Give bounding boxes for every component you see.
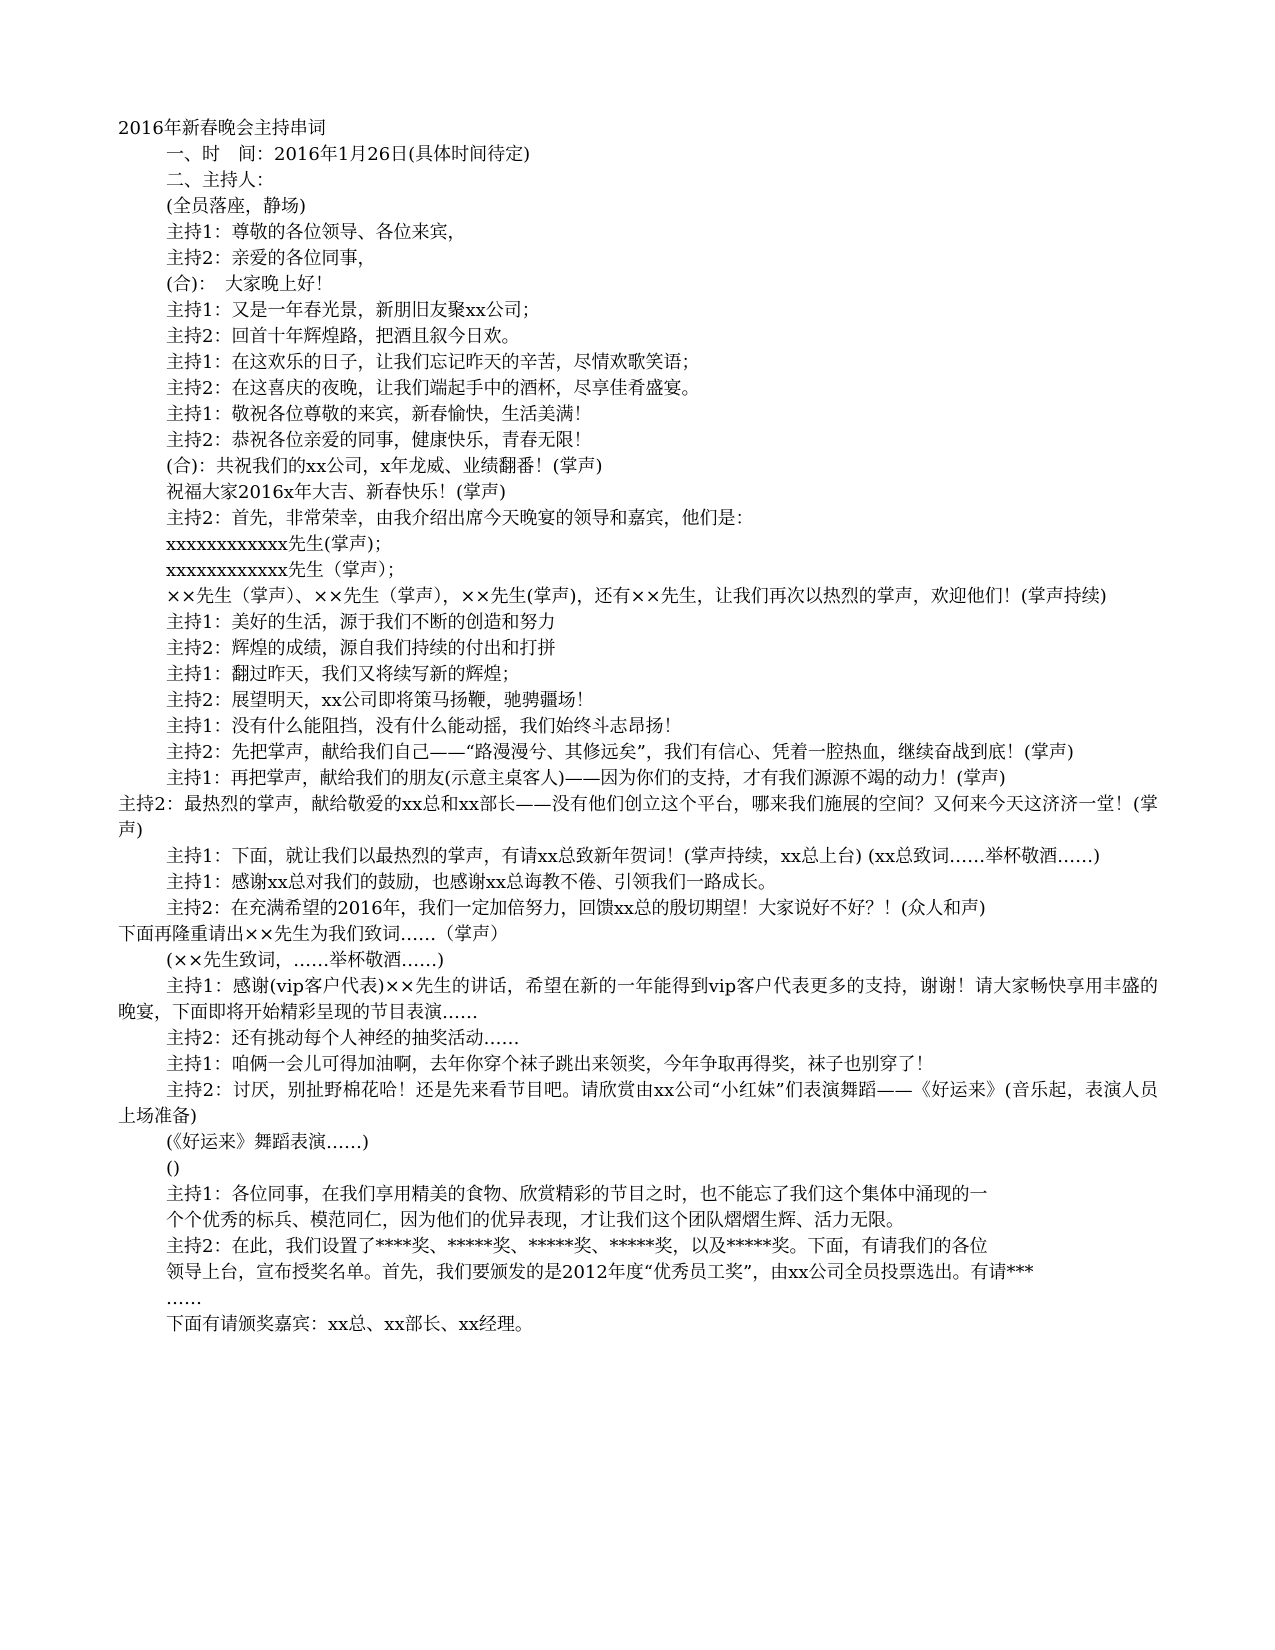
paragraph: (合)： 大家晚上好！	[166, 274, 334, 295]
paragraph: 下面再隆重请出××先生为我们致词……（掌声）	[118, 924, 509, 945]
paragraph: 主持1：尊敬的各位领导、各位来宾，	[166, 222, 466, 243]
paragraph: 主持2：讨厌，别扯野棉花哈！还是先来看节目吧。请欣赏由xx公司“小红妹”们表演舞蹈——《好运来》(音乐起，表演人员上场准备)	[118, 1080, 1158, 1127]
paragraph: xxxxxxxxxxxx先生(掌声)；	[166, 534, 392, 555]
paragraph: 一、时 间：2016年1月26日(具体时间待定)	[166, 144, 531, 165]
paragraph: 主持2：最热烈的掌声，献给敬爱的xx总和xx部长——没有他们创立这个平台，哪来我们施展的空间？又何来今天这济济一堂！(掌声)	[118, 794, 1158, 841]
paragraph: 主持2：首先，非常荣幸，由我介绍出席今天晚宴的领导和嘉宾，他们是：	[166, 508, 754, 529]
paragraph: 主持1：下面，就让我们以最热烈的掌声，有请xx总致新年贺词！(掌声持续，xx总上台) (xx总致词……举杯敬酒……)	[166, 846, 1101, 867]
paragraph: 二、主持人：	[166, 170, 274, 191]
paragraph: 主持1：没有什么能阻挡，没有什么能动摇，我们始终斗志昂扬！	[166, 716, 682, 737]
paragraph: 主持1：咱俩一会儿可得加油啊，去年你穿个袜子跳出来领奖，今年争取再得奖，袜子也别穿了！	[166, 1054, 934, 1075]
paragraph: 主持1：感谢(vip客户代表)××先生的讲话，希望在新的一年能得到vip客户代表更多的支持，谢谢！请大家畅快享用丰盛的晚宴，下面即将开始精彩呈现的节目表演……	[118, 976, 1158, 1023]
document-title: 2016年新春晚会主持串词	[118, 118, 326, 139]
paragraph: 主持2：在这喜庆的夜晚，让我们端起手中的酒杯，尽享佳肴盛宴。	[166, 378, 700, 399]
paragraph: 主持1：翻过昨天，我们又将续写新的辉煌；	[166, 664, 520, 685]
paragraph: 主持2：先把掌声，献给我们自己——“路漫漫兮、其修远矣”，我们有信心、凭着一腔热血，继续奋战到底！(掌声)	[166, 742, 1074, 763]
paragraph: 主持2：恭祝各位亲爱的同事，健康快乐，青春无限！	[166, 430, 592, 451]
paragraph: 主持1：又是一年春光景，新朋旧友聚xx公司；	[166, 300, 540, 321]
paragraph: 领导上台，宣布授奖名单。首先，我们要颁发的是2012年度“优秀员工奖”，由xx公司全员投票选出。有请***	[166, 1262, 1034, 1283]
document-body	[118, 116, 1158, 1338]
paragraph: 主持2：辉煌的成绩，源自我们持续的付出和打拼	[166, 638, 556, 659]
paragraph: ××先生（掌声）、××先生（掌声），××先生(掌声)，还有××先生，让我们再次以热烈的掌声，欢迎他们！(掌声持续)	[166, 586, 1107, 607]
paragraph: 个个优秀的标兵、模范同仁，因为他们的优异表现，才让我们这个团队熠熠生辉、活力无限。	[166, 1210, 904, 1231]
paragraph: 主持1：感谢xx总对我们的鼓励，也感谢xx总诲教不倦、引领我们一路成长。	[166, 872, 777, 893]
paragraph: 下面有请颁奖嘉宾：xx总、xx部长、xx经理。	[166, 1314, 533, 1335]
paragraph: ……	[166, 1288, 202, 1309]
paragraph: 主持1：在这欢乐的日子，让我们忘记昨天的辛苦，尽情欢歌笑语；	[166, 352, 700, 373]
paragraph: (××先生致词，……举杯敬酒……)	[166, 950, 445, 971]
paragraph: (全员落座，静场)	[166, 196, 307, 217]
paragraph: ()	[166, 1158, 181, 1179]
paragraph: 主持2：展望明天，xx公司即将策马扬鞭，驰骋疆场！	[166, 690, 594, 711]
paragraph: 主持2：在此，我们设置了****奖、*****奖、*****奖、*****奖，以及*****奖。下面，有请我们的各位	[166, 1236, 988, 1257]
paragraph: 主持1：美好的生活，源于我们不断的创造和努力	[166, 612, 556, 633]
paragraph: xxxxxxxxxxxx先生（掌声）；	[166, 560, 405, 581]
paragraph: 主持2：亲爱的各位同事，	[166, 248, 376, 269]
paragraph: 祝福大家2016x年大吉、新春快乐！(掌声)	[166, 482, 507, 503]
paragraph: 主持1：敬祝各位尊敬的来宾，新春愉快，生活美满！	[166, 404, 592, 425]
paragraph: 主持1：再把掌声，献给我们的朋友(示意主桌客人)——因为你们的支持，才有我们源源不竭的动力！(掌声)	[166, 768, 1006, 789]
paragraph: 主持2：回首十年辉煌路，把酒且叙今日欢。	[166, 326, 520, 347]
paragraph: (《好运来》舞蹈表演……)	[166, 1132, 370, 1153]
paragraph: 主持2：在充满希望的2016年，我们一定加倍努力，回馈xx总的殷切期望！大家说好不好？！(众人和声)	[166, 898, 986, 919]
paragraph: 主持2：还有挑动每个人神经的抽奖活动……	[166, 1028, 520, 1049]
paragraph: 主持1：各位同事，在我们享用精美的食物、欣赏精彩的节目之时，也不能忘了我们这个集体中涌现的一	[166, 1184, 988, 1205]
paragraph: (合)：共祝我们的xx公司，x年龙威、业绩翻番！(掌声)	[166, 456, 603, 477]
